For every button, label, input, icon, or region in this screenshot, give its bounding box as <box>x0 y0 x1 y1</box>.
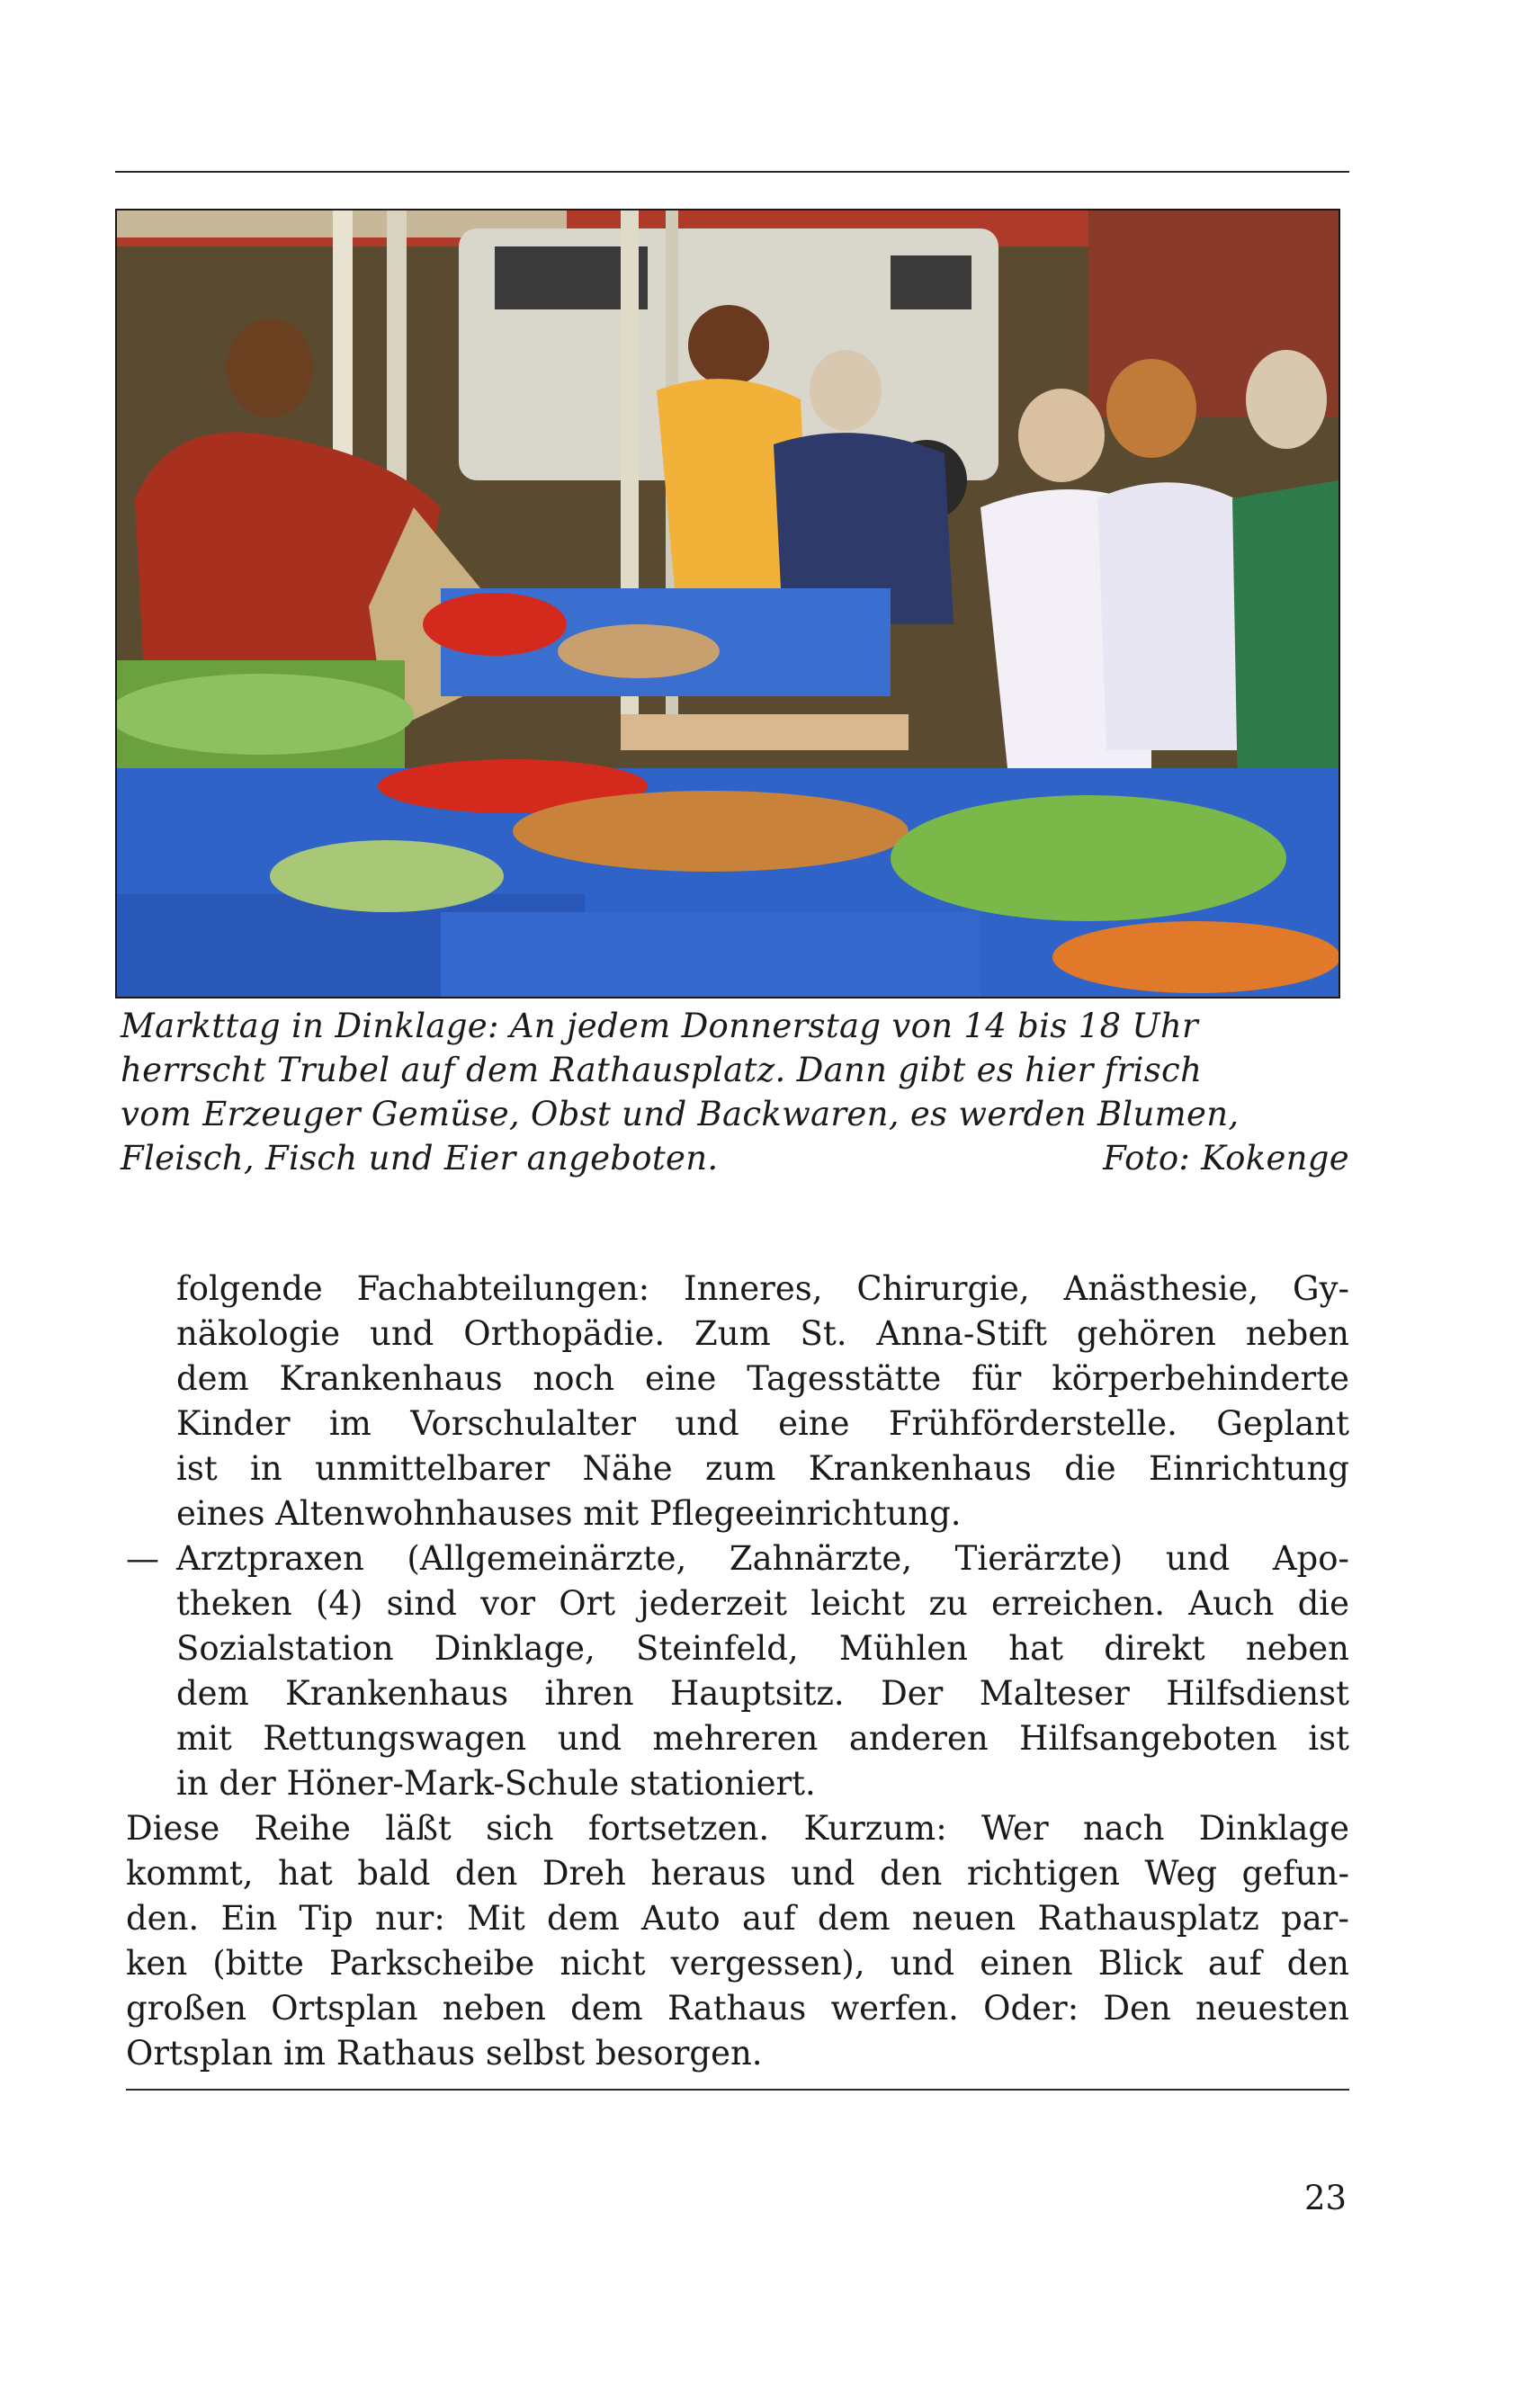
text-line: Diese Reihe läßt sich fortsetzen. Kurzum: Wer nach Dinklage <box>126 1809 1349 1848</box>
text-line: Ortsplan im Rathaus selbst besorgen. <box>126 2034 763 2073</box>
caption-line-4 <box>121 1136 1349 1180</box>
text-line: dem Krankenhaus ihren Hauptsitz. Der Malteser Hilfsdienst <box>176 1674 1349 1713</box>
bottom-rule <box>126 2089 1349 2091</box>
text-line: kommt, hat bald den Dreh heraus und den richtigen Weg gefun- <box>126 1854 1349 1893</box>
text-line: mit Rettungswagen und mehreren anderen Hilfsangeboten ist <box>176 1719 1349 1758</box>
text-line: den. Ein Tip nur: Mit dem Auto auf dem neuen Rathausplatz par- <box>126 1899 1349 1938</box>
caption-line-1: Markttag in Dinklage: An jedem Donnerstag von 14 bis 18 Uhr <box>121 1007 1198 1045</box>
caption-line-2: herrscht Trubel auf dem Rathausplatz. Dann gibt es hier frisch <box>121 1051 1203 1089</box>
text-line: Kinder im Vorschulalter und eine Frühförderstelle. Geplant <box>176 1404 1349 1443</box>
page-number: 23 <box>1304 2179 1348 2217</box>
photo-credit: Foto: Kokenge <box>1103 1139 1349 1178</box>
text-line: Sozialstation Dinklage, Steinfeld, Mühlen hat direkt neben <box>176 1629 1349 1668</box>
text-line: folgende Fachabteilungen: Inneres, Chirurgie, Anästhesie, Gy- <box>176 1269 1349 1308</box>
market-photo-illustration <box>117 210 1339 997</box>
text-line: ist in unmittelbarer Nähe zum Krankenhaus die Einrichtung <box>176 1449 1349 1488</box>
text-line: großen Ortsplan neben dem Rathaus werfen. Oder: Den neuesten <box>126 1989 1349 2028</box>
list-dash: — <box>126 1539 159 1578</box>
caption-line-3: vom Erzeuger Gemüse, Obst und Backwaren, es werden Blumen, <box>121 1095 1240 1133</box>
text-line: theken (4) sind vor Ort jederzeit leicht zu erreichen. Auch die <box>176 1584 1349 1623</box>
text-line: ken (bitte Parkscheibe nicht vergessen), und einen Blick auf den <box>126 1944 1349 1983</box>
paragraph-conclusion <box>126 1806 1349 2076</box>
paragraph-departments <box>176 1267 1349 1536</box>
photo-caption <box>121 1004 1349 1180</box>
text-line: in der Höner-Mark-Schule stationiert. <box>176 1764 816 1803</box>
text-line: eines Altenwohnhauses mit Pflegeeinrichtung. <box>176 1494 962 1533</box>
caption-line-4-text: Fleisch, Fisch und Eier angeboten. <box>121 1139 719 1178</box>
market-photo <box>115 209 1340 998</box>
paragraph-doctors <box>176 1536 1349 1806</box>
text-line: näkologie und Orthopädie. Zum St. Anna-Stift gehören neben <box>176 1314 1349 1353</box>
top-rule <box>115 171 1349 173</box>
text-line: Arztpraxen (Allgemeinärzte, Zahnärzte, Tierärzte) und Apo- <box>176 1539 1349 1578</box>
text-line: dem Krankenhaus noch eine Tagesstätte für körperbehinderte <box>176 1359 1349 1398</box>
